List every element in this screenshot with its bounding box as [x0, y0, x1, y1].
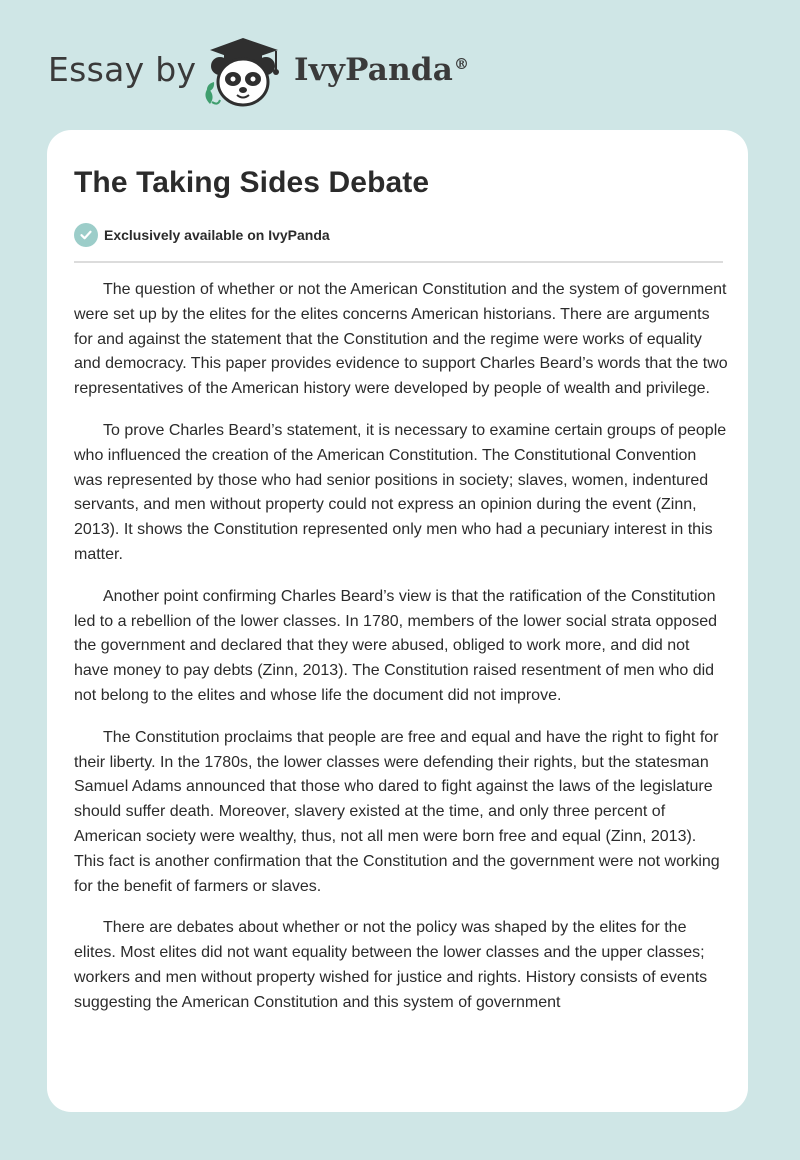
title-divider: [74, 261, 723, 263]
essay-paragraph: To prove Charles Beard’s statement, it is necessary to examine certain groups of people who influenced the creation of the American Constitution. The Constitutional Convention was represented by those who had senior positions in society; slaves, women, indentured servants, and men without property could not express an opinion during the event (Zinn, 2013). It shows the Constitution represented only men who had a pecuniary interest in this matter.: [74, 421, 727, 563]
exclusive-badge: [74, 222, 330, 248]
essay-paragraph: The question of whether or not the American Constitution and the system of government were set up by the elites for the elites concerns American historians. There are arguments for and against the statement that the Constitution and the regime were works of equality and democracy. This paper provides evidence to support Charles Beard’s words that the two representatives of the American history were developed by people of wealth and privilege.: [74, 281, 728, 398]
check-circle-icon: [74, 223, 98, 247]
essay-paragraph: Another point confirming Charles Beard’s view is that the ratification of the Constitution led to a rebellion of the lower classes. In 1780, members of the lower social strata opposed the government and declared that they were abused, obliged to work more, and did not have money to pay debts (Zinn, 2013). The Constitution raised resentment of men who did not belong to the elites and whose life the document did not improve.: [74, 587, 718, 704]
essay-paragraph: There are debates about whether or not the policy was shaped by the elites for the elites. Most elites did not want equality between the lower classes and the upper classes; workers and men without property wished for justice and rights. History consists of events suggesting the American Constitution and this system of government: [74, 919, 708, 1011]
essay-by-label: Essay by: [48, 50, 197, 89]
page-title: The Taking Sides Debate: [74, 166, 430, 199]
registered-mark: ®: [454, 54, 470, 73]
brand-name[interactable]: [294, 52, 469, 88]
panda-graduation-cap-icon[interactable]: [198, 36, 288, 108]
exclusive-badge-label: Exclusively available on IvyPanda: [104, 227, 330, 243]
essay-paragraph: The Constitution proclaims that people are free and equal and have the right to fight for their liberty. In the 1780s, the lower classes were defending their rights, but the statesman Samuel Adams announced that those who dared to fight against the laws of the legislature should suffer death. Moreover, slavery existed at the time, and only three percent of American society were wealthy, thus, not all men were born free and equal (Zinn, 2013). This fact is another confirmation that the Constitution and the government were not working for the benefit of farmers or slaves.: [74, 728, 720, 895]
essay-card: [47, 130, 748, 1112]
brand-name-text: IvyPanda: [294, 52, 453, 88]
essay-body: [74, 278, 728, 1033]
site-header: [0, 0, 800, 130]
